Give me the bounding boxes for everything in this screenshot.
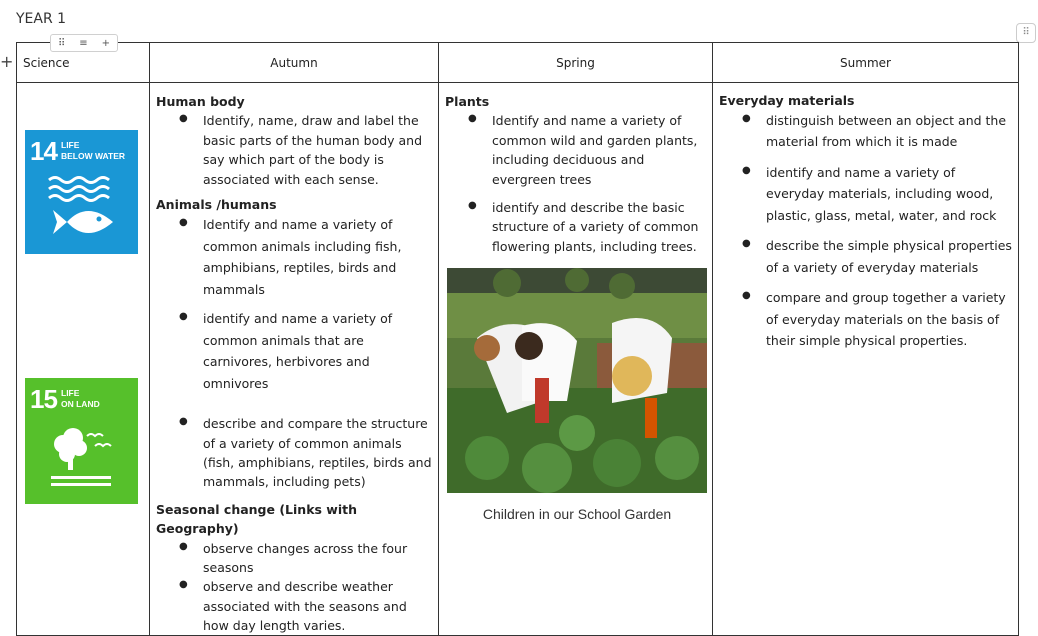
row-toolbar[interactable] [50, 34, 118, 52]
add-row-icon[interactable]: + [0, 52, 14, 71]
section-title: Human body [156, 94, 245, 109]
tree-birds-icon [25, 378, 138, 504]
list-item: ● identify and describe the basic structure of a variety of common flowering plants, including trees. [492, 198, 706, 256]
sdg-15-tile [25, 378, 138, 504]
list-item: ● describe the simple physical properties of a variety of everyday materials [766, 235, 1012, 278]
document-title: YEAR 1 [16, 11, 67, 27]
summer-cell[interactable] [713, 83, 1019, 636]
sdg-label-line1: LIFE [61, 388, 80, 398]
header-row [17, 43, 1019, 83]
drag-handle-icon[interactable]: ⠿ [57, 37, 66, 49]
table-drag-handle-icon[interactable]: ⠿ [1016, 23, 1036, 43]
sdg-number: 14 [30, 136, 57, 166]
sdg-label-line1: LIFE [61, 140, 80, 150]
header-summer[interactable]: Summer [713, 43, 1019, 83]
sdg-label-line2: ON LAND [61, 398, 100, 409]
list-item: ● Identify, name, draw and label the basic parts of the human body and say which part of the body is associated with each sense. [203, 111, 432, 189]
add-column-button[interactable]: + [101, 37, 110, 49]
list-item: ● identify and name a variety of everyday materials, including wood, plastic, glass, metal, water, and rock [766, 162, 1012, 227]
sort-icon[interactable]: ≡ [79, 37, 88, 49]
fish-waves-icon [25, 130, 138, 254]
photo-caption: Children in our School Garden [482, 506, 672, 522]
school-garden-photo [447, 268, 707, 493]
list-item: ● distinguish between an object and the material from which it is made [766, 110, 1012, 153]
sdg-number: 15 [30, 384, 57, 414]
header-autumn[interactable]: Autumn [150, 43, 439, 83]
sdg-14-tile [25, 130, 138, 254]
section-title: Animals /humans [156, 196, 277, 212]
list-item: ● describe and compare the structure of a variety of common animals (fish, amphibians, reptiles, birds and mammals, including pets) [203, 414, 432, 492]
list-item: ● observe changes across the four seasons [203, 539, 432, 578]
list-item: ● compare and group together a variety of everyday materials on the basis of their simple physical properties. [766, 287, 1012, 352]
sdg-label-line2: BELOW WATER [61, 150, 126, 161]
header-science[interactable]: Science [17, 43, 150, 83]
section-title: Everyday materials [719, 93, 855, 108]
section-title: Seasonal change (Links with Geography) [156, 501, 358, 537]
list-item: ● identify and name a variety of common animals that are carnivores, herbivores and omnivores [203, 308, 432, 394]
list-item: ● Identify and name a variety of common animals including fish, amphibians, reptiles, birds and mammals [203, 214, 432, 300]
section-title: Plants [445, 94, 490, 109]
header-spring[interactable]: Spring [439, 43, 713, 83]
list-item: ● Identify and name a variety of common wild and garden plants, including deciduous and evergreen trees [492, 111, 706, 189]
autumn-cell[interactable] [150, 83, 439, 636]
list-item: ● observe and describe weather associated with the seasons and how day length varies. [203, 577, 432, 635]
